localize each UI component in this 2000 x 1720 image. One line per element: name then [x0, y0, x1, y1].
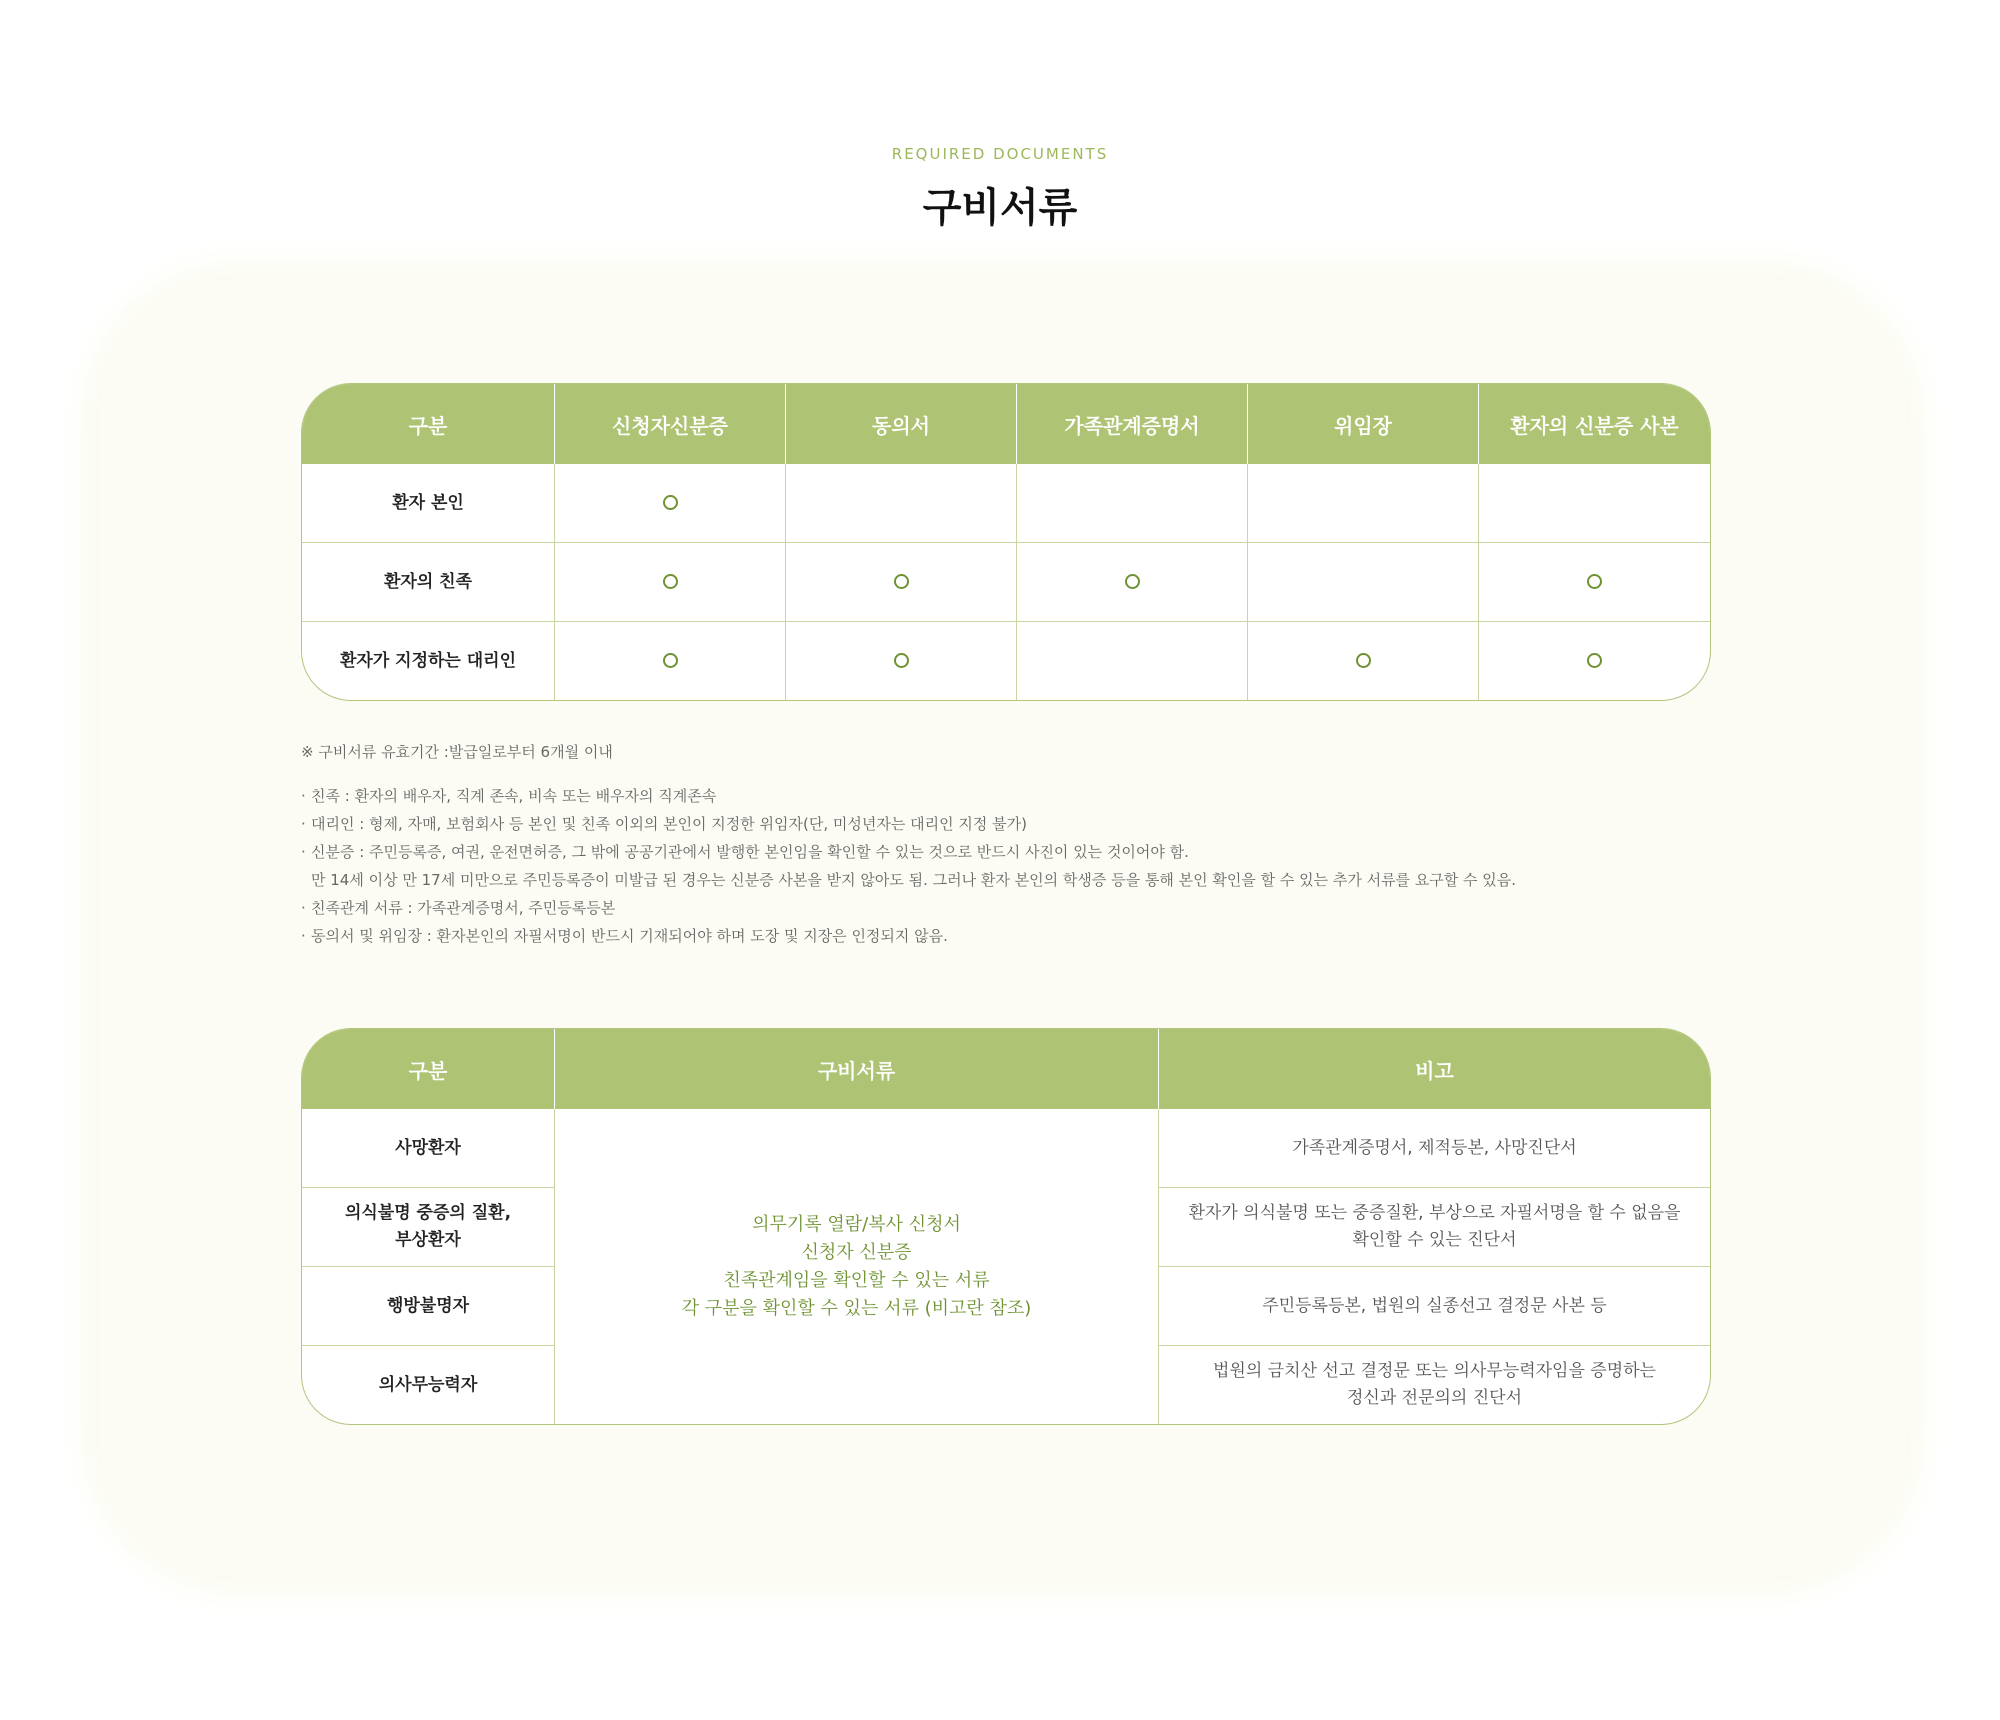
validity-note: ※ 구비서류 유효기간 :발급일로부터 6개월 이내: [301, 743, 613, 761]
table-row: [302, 464, 1710, 542]
note-item: · 신분증 : 주민등록증, 여권, 운전면허증, 그 밖에 공공기관에서 발행한 본인임을 확인할 수 있는 것으로 반드시 사진이 있는 것이어야 함.: [301, 838, 1701, 866]
table-cell: [554, 621, 785, 700]
row-label: [302, 1266, 554, 1345]
row-label: 환자 본인: [392, 492, 464, 513]
table-row: [302, 542, 1710, 621]
document-line: 신청자 신분증: [801, 1241, 912, 1263]
required-mark-icon: [894, 574, 909, 589]
special-cases-table: [301, 1028, 1711, 1425]
table-cell: [1016, 621, 1247, 700]
table-cell: [785, 542, 1016, 621]
label-line: 의식불명 중증의 질환,: [344, 1203, 512, 1223]
header-patient-id-copy: 환자의 신분증 사본: [1478, 384, 1710, 464]
header-category: 구분: [302, 384, 554, 464]
label-line: 행방불명자: [386, 1295, 470, 1316]
table-cell: [1478, 542, 1710, 621]
note-item-continuation: 만 14세 이상 만 17세 미만으로 주민등록증이 미발급 된 경우는 신분증 사본을 받지 않아도 됨. 그러나 환자 본인의 학생증 등을 통해 본인 확인을 할 수 있는 추가 서류를 요구할 수 있음.: [311, 871, 1517, 889]
header-family-certificate: 가족관계증명서: [1016, 384, 1247, 464]
table-row: [302, 621, 1710, 700]
required-documents-cell: [554, 1109, 1158, 1424]
table-header-row: [302, 384, 1710, 464]
table-cell: [1016, 542, 1247, 621]
label-line: 부상환자: [395, 1230, 461, 1250]
table-cell: [1478, 464, 1710, 542]
remark-cell: [1158, 1109, 1710, 1187]
row-label: 환자가 지정하는 대리인: [302, 621, 554, 700]
section-eyebrow: REQUIRED DOCUMENTS: [891, 145, 1109, 163]
label-line: 사망환자: [395, 1137, 461, 1158]
table-cell: [1247, 542, 1478, 621]
header-required-documents: 구비서류: [554, 1029, 1158, 1109]
required-mark-icon: [1587, 574, 1602, 589]
table-cell: [1478, 621, 1710, 700]
required-mark-icon: [663, 495, 678, 510]
document-line: 의무기록 열람/복사 신청서: [752, 1213, 961, 1235]
table-cell: [1016, 464, 1247, 542]
header-consent-form: 동의서: [785, 384, 1016, 464]
page-title: 구비서류: [922, 185, 1078, 231]
remark-cell: [1158, 1187, 1710, 1266]
header-category: 구분: [302, 1029, 554, 1109]
note-item: · 친족관계 서류 : 가족관계증명서, 주민등록등본: [301, 894, 1701, 922]
document-line: 친족관계임을 확인할 수 있는 서류: [723, 1269, 990, 1291]
required-mark-icon: [1125, 574, 1140, 589]
header-power-of-attorney: 위임장: [1247, 384, 1478, 464]
table-cell: [785, 621, 1016, 700]
remark-line: 주민등록등본, 법원의 실종선고 결정문 사본 등: [1262, 1295, 1607, 1316]
table-cell: [1247, 621, 1478, 700]
table-cell: [554, 464, 785, 542]
label-line: 의사무능력자: [378, 1374, 478, 1395]
document-line: 각 구분을 확인할 수 있는 서류 (비고란 참조): [681, 1297, 1032, 1319]
row-label: [302, 1187, 554, 1266]
table-row: [302, 1109, 1710, 1187]
row-label: [302, 1345, 554, 1424]
note-item: · 친족 : 환자의 배우자, 직계 존속, 비속 또는 배우자의 직계존속: [301, 782, 1701, 810]
required-mark-icon: [663, 574, 678, 589]
remark-cell: [1158, 1345, 1710, 1424]
applicant-documents-table: [301, 383, 1711, 701]
remark-line: 정신과 전문의의 진단서: [1346, 1388, 1523, 1408]
remark-line: 확인할 수 있는 진단서: [1352, 1230, 1517, 1250]
table-cell: [1247, 464, 1478, 542]
remark-line: 법원의 금치산 선고 결정문 또는 의사무능력자임을 증명하는: [1213, 1361, 1656, 1381]
header-applicant-id: 신청자신분증: [554, 384, 785, 464]
required-mark-icon: [1587, 653, 1602, 668]
note-item: · 대리인 : 형제, 자매, 보험회사 등 본인 및 친족 이외의 본인이 지정한 위임자(단, 미성년자는 대리인 지정 불가): [301, 810, 1701, 838]
header-remarks: 비고: [1158, 1029, 1710, 1109]
remark-line: 가족관계증명서, 제적등본, 사망진단서: [1292, 1137, 1577, 1158]
table-cell: [785, 464, 1016, 542]
required-mark-icon: [1356, 653, 1371, 668]
remark-cell: [1158, 1266, 1710, 1345]
table-header-row: [302, 1029, 1710, 1109]
table-cell: [554, 542, 785, 621]
notes-section: [301, 738, 1701, 950]
remark-line: 환자가 의식불명 또는 중증질환, 부상으로 자필서명을 할 수 없음을: [1188, 1203, 1681, 1223]
row-label: [302, 1109, 554, 1187]
required-mark-icon: [894, 653, 909, 668]
row-label: 환자의 친족: [302, 542, 554, 621]
required-mark-icon: [663, 653, 678, 668]
note-item: · 동의서 및 위임장 : 환자본인의 자필서명이 반드시 기재되어야 하며 도장 및 지장은 인정되지 않음.: [301, 922, 1701, 950]
